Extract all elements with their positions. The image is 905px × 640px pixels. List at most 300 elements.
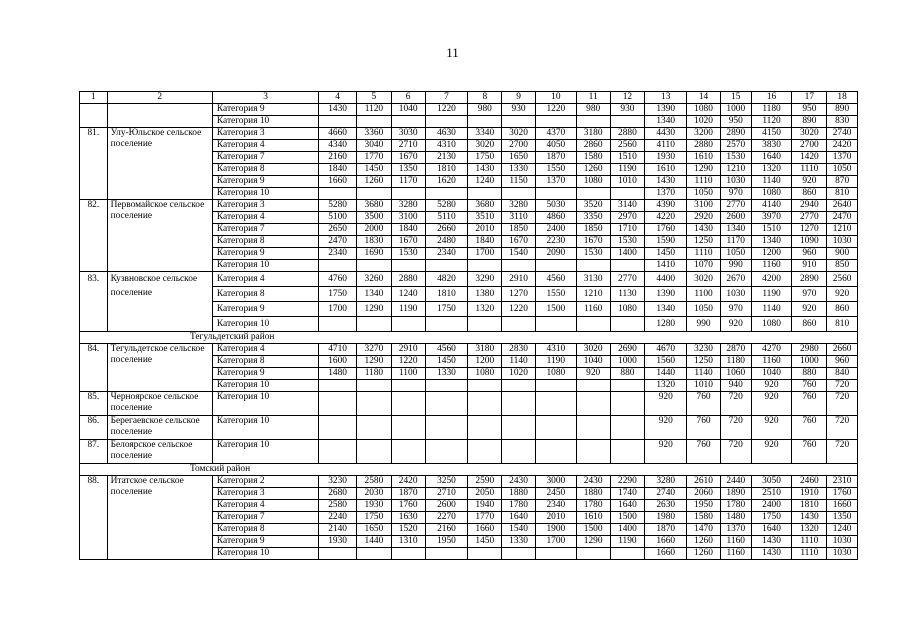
value-cell: 1160 — [576, 302, 610, 317]
value-cell: 2770 — [792, 212, 827, 224]
value-cell: 1000 — [610, 356, 645, 368]
settlement-name: Кузвновское сельское поселение — [107, 272, 212, 332]
value-cell: 1840 — [468, 236, 502, 248]
value-cell: 1270 — [502, 287, 536, 302]
value-cell — [502, 317, 536, 332]
value-cell: 2880 — [687, 140, 721, 152]
table-row — [80, 128, 858, 140]
value-cell: 2340 — [319, 248, 357, 260]
value-cell: 940 — [720, 380, 751, 392]
value-cell: 1290 — [576, 536, 610, 548]
value-cell: 1290 — [687, 164, 721, 176]
value-cell: 1530 — [610, 236, 645, 248]
value-cell: 960 — [792, 248, 827, 260]
value-cell: 2430 — [576, 476, 610, 488]
value-cell: 4660 — [319, 128, 357, 140]
value-cell: 2420 — [827, 140, 858, 152]
value-cell: 1500 — [576, 524, 610, 536]
value-cell: 1430 — [751, 536, 792, 548]
value-cell — [425, 116, 468, 128]
column-header: 3 — [212, 92, 318, 104]
value-cell: 1500 — [610, 512, 645, 524]
value-cell: 3230 — [687, 344, 721, 356]
value-cell: 2270 — [425, 512, 468, 524]
value-cell: 1110 — [687, 248, 721, 260]
value-cell: 1220 — [502, 302, 536, 317]
value-cell — [610, 416, 645, 440]
value-cell: 3020 — [502, 128, 536, 140]
value-cell: 2770 — [610, 272, 645, 287]
value-cell: 1500 — [535, 302, 576, 317]
value-cell: 2470 — [827, 212, 858, 224]
value-cell — [357, 380, 392, 392]
value-cell: 1080 — [576, 176, 610, 188]
value-cell: 1380 — [468, 287, 502, 302]
value-cell: 1130 — [610, 287, 645, 302]
value-cell: 1880 — [502, 488, 536, 500]
value-cell: 3510 — [468, 212, 502, 224]
value-cell: 4220 — [645, 212, 687, 224]
value-cell: 920 — [645, 392, 687, 416]
value-cell: 3100 — [391, 212, 425, 224]
value-cell: 2640 — [827, 200, 858, 212]
table-row — [80, 200, 858, 212]
value-cell — [576, 416, 610, 440]
value-cell: 1080 — [468, 368, 502, 380]
value-cell: 1190 — [610, 536, 645, 548]
value-cell — [319, 116, 357, 128]
value-cell: 1480 — [319, 368, 357, 380]
value-cell: 3680 — [468, 200, 502, 212]
value-cell: 3040 — [357, 140, 392, 152]
value-cell — [425, 392, 468, 416]
value-cell: 1650 — [357, 524, 392, 536]
value-cell: 1850 — [502, 224, 536, 236]
value-cell — [468, 548, 502, 560]
value-cell — [576, 260, 610, 272]
column-header: 2 — [107, 92, 212, 104]
value-cell: 1040 — [391, 104, 425, 116]
value-cell: 760 — [792, 392, 827, 416]
value-cell — [319, 260, 357, 272]
value-cell: 1190 — [610, 164, 645, 176]
value-cell: 3280 — [645, 476, 687, 488]
value-cell: 1370 — [720, 524, 751, 536]
settlement-number: 81. — [80, 128, 108, 200]
value-cell: 1810 — [425, 164, 468, 176]
value-cell: 1470 — [687, 524, 721, 536]
value-cell — [468, 260, 502, 272]
region-row — [80, 332, 858, 344]
category-cell: Категория 9 — [212, 536, 318, 548]
value-cell: 2690 — [610, 344, 645, 356]
value-cell: 1140 — [751, 302, 792, 317]
value-cell: 880 — [610, 368, 645, 380]
value-cell: 1640 — [751, 524, 792, 536]
value-cell: 1080 — [610, 302, 645, 317]
value-cell: 760 — [792, 380, 827, 392]
value-cell: 1430 — [319, 104, 357, 116]
value-cell: 900 — [827, 248, 858, 260]
value-cell: 4560 — [425, 344, 468, 356]
category-cell: Категория 7 — [212, 512, 318, 524]
value-cell — [357, 440, 392, 464]
value-cell: 1980 — [645, 512, 687, 524]
value-cell: 2480 — [425, 236, 468, 248]
value-cell — [357, 317, 392, 332]
settlement-name: Чернoярское сельское поселение — [107, 392, 212, 416]
value-cell: 1160 — [720, 536, 751, 548]
value-cell: 1110 — [792, 164, 827, 176]
value-cell — [391, 260, 425, 272]
value-cell: 1270 — [792, 224, 827, 236]
value-cell: 1340 — [645, 302, 687, 317]
value-cell — [391, 116, 425, 128]
value-cell: 2710 — [425, 488, 468, 500]
value-cell: 1330 — [425, 368, 468, 380]
value-cell: 2580 — [357, 476, 392, 488]
value-cell: 1640 — [610, 500, 645, 512]
value-cell: 4820 — [425, 272, 468, 287]
region-title: Тегульдетский район — [80, 332, 858, 344]
column-header: 4 — [319, 92, 357, 104]
value-cell: 1620 — [425, 176, 468, 188]
value-cell: 1090 — [792, 236, 827, 248]
value-cell: 1480 — [720, 512, 751, 524]
value-cell: 1390 — [645, 104, 687, 116]
value-cell: 2910 — [502, 272, 536, 287]
value-cell: 1210 — [827, 224, 858, 236]
value-cell: 760 — [687, 392, 721, 416]
value-cell: 3200 — [687, 128, 721, 140]
value-cell: 2590 — [468, 476, 502, 488]
value-cell: 830 — [827, 116, 858, 128]
value-cell: 2600 — [425, 500, 468, 512]
value-cell: 1320 — [468, 302, 502, 317]
value-cell — [610, 392, 645, 416]
value-cell: 3260 — [357, 272, 392, 287]
value-cell: 1550 — [535, 287, 576, 302]
category-cell: Категория 8 — [212, 236, 318, 248]
value-cell: 2000 — [357, 224, 392, 236]
category-cell: Категория 10 — [212, 416, 318, 440]
value-cell: 760 — [687, 440, 721, 464]
value-cell: 920 — [751, 416, 792, 440]
value-cell: 1290 — [357, 302, 392, 317]
value-cell: 1140 — [687, 368, 721, 380]
value-cell: 1850 — [576, 224, 610, 236]
value-cell: 3020 — [468, 140, 502, 152]
value-cell: 1670 — [502, 236, 536, 248]
value-cell — [502, 392, 536, 416]
value-cell: 1410 — [645, 260, 687, 272]
value-cell: 3020 — [576, 344, 610, 356]
value-cell: 3110 — [502, 212, 536, 224]
value-cell: 3290 — [468, 272, 502, 287]
value-cell: 1340 — [720, 224, 751, 236]
value-cell: 1080 — [687, 104, 721, 116]
value-cell: 1260 — [576, 164, 610, 176]
name-cell — [107, 104, 212, 128]
value-cell: 1200 — [751, 248, 792, 260]
value-cell — [576, 440, 610, 464]
value-cell: 1430 — [751, 548, 792, 560]
category-cell: Категория 4 — [212, 500, 318, 512]
category-cell: Категория 8 — [212, 356, 318, 368]
value-cell — [535, 116, 576, 128]
value-cell: 3250 — [425, 476, 468, 488]
value-cell — [535, 188, 576, 200]
value-cell: 850 — [827, 260, 858, 272]
value-cell: 1710 — [610, 224, 645, 236]
value-cell: 5100 — [319, 212, 357, 224]
value-cell: 1040 — [576, 356, 610, 368]
value-cell: 1240 — [827, 524, 858, 536]
value-cell: 1180 — [357, 368, 392, 380]
value-cell: 1370 — [827, 152, 858, 164]
value-cell — [610, 260, 645, 272]
value-cell: 3050 — [751, 476, 792, 488]
value-cell: 3340 — [468, 128, 502, 140]
value-cell: 1870 — [391, 488, 425, 500]
value-cell — [468, 116, 502, 128]
value-cell: 920 — [792, 302, 827, 317]
value-cell: 1100 — [687, 287, 721, 302]
value-cell: 1400 — [610, 524, 645, 536]
value-cell: 1030 — [827, 536, 858, 548]
category-cell: Категория 10 — [212, 188, 318, 200]
value-cell: 2570 — [720, 140, 751, 152]
value-cell: 1740 — [610, 488, 645, 500]
column-header: 5 — [357, 92, 392, 104]
value-cell: 4670 — [645, 344, 687, 356]
value-cell — [502, 440, 536, 464]
value-cell: 920 — [751, 380, 792, 392]
category-cell: Категория 8 — [212, 164, 318, 176]
value-cell: 1390 — [645, 287, 687, 302]
value-cell: 950 — [792, 104, 827, 116]
value-cell: 1910 — [792, 488, 827, 500]
value-cell: 1160 — [751, 260, 792, 272]
value-cell: 3520 — [576, 200, 610, 212]
value-cell — [319, 188, 357, 200]
value-cell: 3970 — [751, 212, 792, 224]
value-cell — [468, 317, 502, 332]
category-cell: Категория 7 — [212, 224, 318, 236]
settlement-name: Белоярское сельское поселение — [107, 440, 212, 464]
value-cell: 2010 — [468, 224, 502, 236]
value-cell: 1250 — [687, 236, 721, 248]
value-cell: 1290 — [357, 356, 392, 368]
value-cell: 1940 — [468, 500, 502, 512]
value-cell — [391, 440, 425, 464]
value-cell: 2700 — [502, 140, 536, 152]
table-row — [80, 476, 858, 488]
column-header: 8 — [468, 92, 502, 104]
category-cell: Категория 7 — [212, 152, 318, 164]
value-cell: 5030 — [535, 200, 576, 212]
value-cell: 1780 — [576, 500, 610, 512]
value-cell: 2340 — [425, 248, 468, 260]
tariff-table — [79, 91, 858, 560]
table-row — [80, 440, 858, 464]
value-cell: 2660 — [827, 344, 858, 356]
value-cell: 2140 — [319, 524, 357, 536]
value-cell: 3350 — [576, 212, 610, 224]
value-cell: 1700 — [535, 536, 576, 548]
value-cell: 2880 — [610, 128, 645, 140]
value-cell: 2450 — [535, 488, 576, 500]
value-cell: 2010 — [535, 512, 576, 524]
value-cell: 3280 — [502, 200, 536, 212]
value-cell: 1900 — [535, 524, 576, 536]
value-cell — [535, 260, 576, 272]
column-header: 13 — [645, 92, 687, 104]
value-cell: 1080 — [751, 188, 792, 200]
value-cell: 4270 — [751, 344, 792, 356]
value-cell: 1140 — [751, 176, 792, 188]
category-cell: Категория 8 — [212, 287, 318, 302]
value-cell — [319, 416, 357, 440]
value-cell: 2920 — [687, 212, 721, 224]
value-cell: 920 — [645, 440, 687, 464]
value-cell: 2660 — [425, 224, 468, 236]
value-cell: 1420 — [792, 152, 827, 164]
value-cell: 2230 — [535, 236, 576, 248]
value-cell: 920 — [576, 368, 610, 380]
value-cell: 4050 — [535, 140, 576, 152]
value-cell: 1110 — [792, 548, 827, 560]
value-cell: 1660 — [468, 524, 502, 536]
value-cell: 3030 — [391, 128, 425, 140]
value-cell: 890 — [827, 104, 858, 116]
value-cell: 2940 — [792, 200, 827, 212]
category-cell: Категория 2 — [212, 476, 318, 488]
value-cell: 1070 — [687, 260, 721, 272]
value-cell: 1870 — [645, 524, 687, 536]
value-cell — [610, 440, 645, 464]
value-cell: 1220 — [535, 104, 576, 116]
value-cell: 2160 — [319, 152, 357, 164]
value-cell: 1770 — [357, 152, 392, 164]
value-cell: 1640 — [502, 512, 536, 524]
value-cell: 4140 — [751, 200, 792, 212]
value-cell: 2680 — [319, 488, 357, 500]
value-cell: 1840 — [391, 224, 425, 236]
value-cell: 2740 — [645, 488, 687, 500]
value-cell — [502, 416, 536, 440]
value-cell: 760 — [792, 416, 827, 440]
value-cell: 2400 — [535, 224, 576, 236]
value-cell: 1400 — [610, 248, 645, 260]
table-row — [80, 344, 858, 356]
value-cell: 920 — [751, 440, 792, 464]
settlement-number: 84. — [80, 344, 108, 392]
value-cell: 1560 — [645, 356, 687, 368]
value-cell: 1440 — [357, 536, 392, 548]
value-cell: 1750 — [357, 512, 392, 524]
category-cell: Категория 10 — [212, 116, 318, 128]
category-cell: Категория 9 — [212, 176, 318, 188]
value-cell: 1610 — [576, 512, 610, 524]
value-cell — [425, 188, 468, 200]
value-cell: 1780 — [720, 500, 751, 512]
value-cell: 1760 — [827, 488, 858, 500]
value-cell: 4390 — [645, 200, 687, 212]
region-row — [80, 464, 858, 476]
value-cell: 720 — [720, 440, 751, 464]
region-title: Томский район — [80, 464, 858, 476]
value-cell: 1310 — [391, 536, 425, 548]
category-cell: Категория 3 — [212, 200, 318, 212]
value-cell: 1020 — [502, 368, 536, 380]
value-cell: 3130 — [576, 272, 610, 287]
value-cell: 1530 — [391, 248, 425, 260]
value-cell — [357, 188, 392, 200]
value-cell — [425, 317, 468, 332]
value-cell: 2240 — [319, 512, 357, 524]
value-cell: 1240 — [391, 287, 425, 302]
value-cell: 2700 — [792, 140, 827, 152]
value-cell: 4430 — [645, 128, 687, 140]
value-cell: 1530 — [720, 152, 751, 164]
value-cell: 2050 — [468, 488, 502, 500]
value-cell: 1550 — [535, 164, 576, 176]
value-cell: 1370 — [535, 176, 576, 188]
value-cell — [391, 188, 425, 200]
value-cell — [319, 548, 357, 560]
value-cell: 720 — [827, 380, 858, 392]
value-cell: 2890 — [720, 128, 751, 140]
column-header: 18 — [827, 92, 858, 104]
value-cell: 1760 — [645, 224, 687, 236]
value-cell: 4760 — [319, 272, 357, 287]
value-cell: 1340 — [357, 287, 392, 302]
value-cell — [391, 317, 425, 332]
value-cell — [391, 380, 425, 392]
value-cell: 960 — [827, 356, 858, 368]
value-cell: 1610 — [645, 164, 687, 176]
value-cell: 1330 — [502, 164, 536, 176]
value-cell: 2880 — [391, 272, 425, 287]
value-cell: 1350 — [391, 164, 425, 176]
value-cell: 1080 — [535, 368, 576, 380]
value-cell: 1760 — [391, 500, 425, 512]
value-cell: 1210 — [576, 287, 610, 302]
value-cell: 1000 — [792, 356, 827, 368]
value-cell — [576, 548, 610, 560]
value-cell: 1540 — [502, 524, 536, 536]
value-cell — [425, 440, 468, 464]
value-cell: 1210 — [720, 164, 751, 176]
value-cell: 2600 — [720, 212, 751, 224]
column-header: 15 — [720, 92, 751, 104]
value-cell — [610, 317, 645, 332]
column-header: 16 — [751, 92, 792, 104]
value-cell: 1260 — [687, 536, 721, 548]
value-cell — [357, 116, 392, 128]
value-cell — [425, 380, 468, 392]
value-cell: 2650 — [319, 224, 357, 236]
value-cell — [468, 380, 502, 392]
value-cell: 2440 — [720, 476, 751, 488]
value-cell: 3180 — [576, 128, 610, 140]
value-cell — [425, 548, 468, 560]
column-header: 1 — [80, 92, 108, 104]
value-cell: 2870 — [720, 344, 751, 356]
value-cell: 720 — [720, 392, 751, 416]
value-cell: 1700 — [319, 302, 357, 317]
